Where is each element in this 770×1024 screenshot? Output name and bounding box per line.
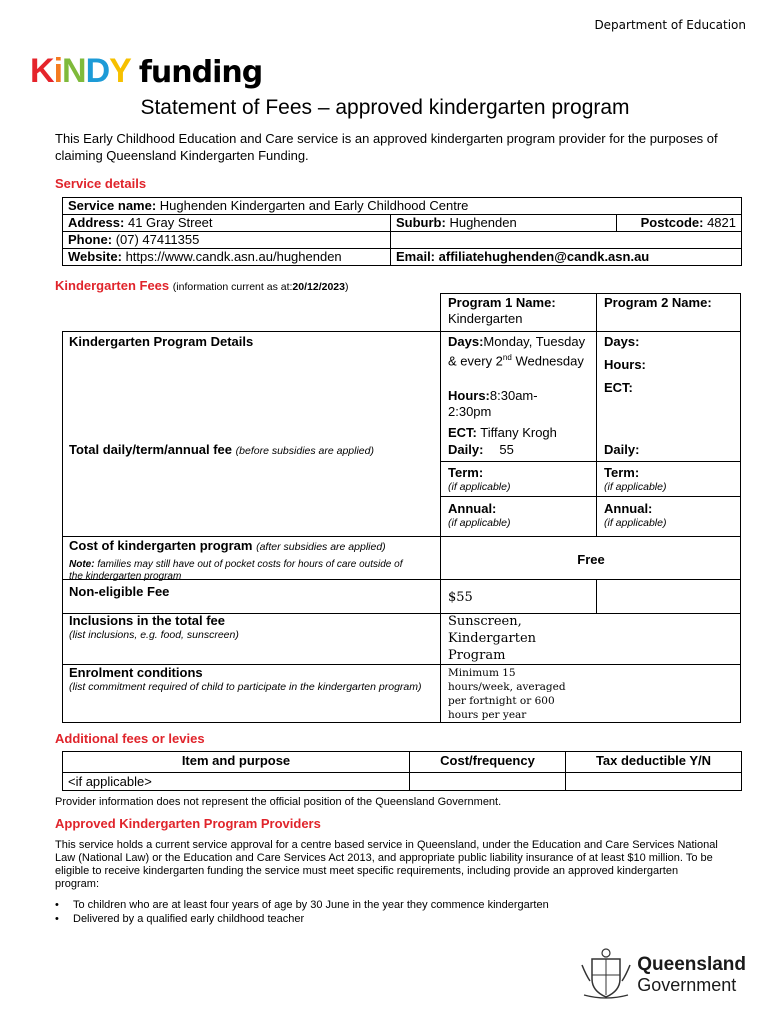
- provider-disclaimer: Provider information does not represent the official position of the Queensland Government.: [55, 796, 502, 808]
- additional-row-tax: [566, 773, 742, 791]
- p1-term-label: Term:: [448, 465, 484, 480]
- logo-letter: D: [85, 52, 110, 90]
- inclusions-label: Inclusions in the total fee: [69, 613, 226, 628]
- total-fee-label: Total daily/term/annual fee (before subsidies are applied): [69, 442, 374, 457]
- empty-cell: [391, 232, 742, 249]
- approved-providers-heading: Approved Kindergarten Program Providers: [55, 816, 321, 831]
- p1-annual-label: Annual:: [448, 501, 497, 516]
- additional-row-cost: [410, 773, 566, 791]
- enrolment-value: Minimum 15 hours/week, averaged per fortnight or 600 hours per year: [448, 667, 566, 721]
- p2-ect-label: ECT:: [604, 380, 633, 395]
- cost-value: Free: [577, 552, 605, 567]
- department-label: Department of Education: [594, 18, 746, 32]
- cost-label: Cost of kindergarten program (after subsidies are applied): [69, 538, 386, 553]
- additional-fees-table: [62, 751, 742, 791]
- p1-daily: Daily: 55: [448, 442, 514, 457]
- p2-annual-note: (if applicable): [604, 517, 667, 529]
- page-title: Statement of Fees – approved kindergarten program: [140, 96, 630, 119]
- queensland-crest-icon: [578, 945, 634, 1001]
- logo-letter: N: [62, 52, 86, 90]
- queensland-government-wordmark: [637, 955, 746, 995]
- program2-label: Program 2 Name:: [604, 295, 712, 310]
- kindy-funding-logo: [30, 54, 262, 88]
- logo-letter: K: [30, 52, 54, 90]
- program1-label: Program 1 Name:: [448, 295, 556, 310]
- p2-days-label: Days:: [604, 334, 640, 349]
- phone-cell: Phone: (07) 47411355: [63, 232, 391, 249]
- additional-fees-heading: Additional fees or levies: [55, 731, 205, 746]
- intro-text: This Early Childhood Education and Care service is an approved kindergarten program provider for the purposes of claiming Queensland Kindergarten Funding.: [55, 131, 718, 163]
- postcode-cell: Postcode: 4821: [617, 215, 742, 232]
- p1-annual-note: (if applicable): [448, 517, 511, 529]
- p1-hours: Hours:8:30am-2:30pm: [448, 388, 538, 419]
- logo-word: funding: [138, 55, 263, 90]
- p2-term-note: (if applicable): [604, 481, 667, 493]
- suburb-cell: Suburb: Hughenden: [391, 215, 617, 232]
- col-cost: Cost/frequency: [410, 752, 566, 773]
- enrolment-label: Enrolment conditions: [69, 665, 203, 680]
- logo-letter: Y: [109, 52, 131, 90]
- p1-ect: ECT: Tiffany Krogh: [448, 425, 557, 440]
- p2-annual-label: Annual:: [604, 501, 653, 516]
- inclusions-value: Sunscreen, Kindergarten Program: [448, 614, 537, 663]
- service-name-cell: Service name: Hughenden Kindergarten and Early Childhood Centre: [63, 198, 742, 215]
- kindergarten-fees-table: [62, 293, 742, 722]
- additional-row-item: <if applicable>: [63, 773, 410, 791]
- wordmark-line2: Government: [637, 975, 737, 995]
- service-details-table: [62, 197, 742, 266]
- col-tax: Tax deductible Y/N: [566, 752, 742, 773]
- wordmark-line1: Queensland: [637, 954, 746, 975]
- p2-hours-label: Hours:: [604, 357, 646, 372]
- p2-term-label: Term:: [604, 465, 640, 480]
- list-item: • Delivered by a qualified early childhood teacher: [55, 912, 549, 926]
- kindergarten-fees-heading: Kindergarten Fees (information current as at:20/12/2023): [55, 278, 349, 293]
- service-details-heading: Service details: [55, 176, 147, 191]
- website-cell: Website: https://www.candk.asn.au/hughenden: [63, 249, 391, 266]
- approved-providers-body: This service holds a current service approval for a centre based service in Queensland, under the Education and Care Services National Law (National Law) or the Education and Care Services Act 2013, and appropriate public liability insurance of at least $10 million. To be eligible to receive kindergarten funding the service must meet specific requirements, including provide an approved kindergarten program:: [55, 839, 718, 890]
- p1-days: Days:Monday, Tuesday & every 2nd Wednesday: [448, 334, 586, 369]
- email-cell: Email: affiliatehughenden@candk.asn.au: [391, 249, 742, 266]
- cost-note: Note: families may still have out of pocket costs for hours of care outside of the kindergarten program: [69, 559, 403, 582]
- inclusions-note: (list inclusions, e.g. food, sunscreen): [69, 629, 239, 641]
- noneligible-label: Non-eligible Fee: [69, 584, 170, 599]
- list-item: • To children who are at least four years of age by 30 June in the year they commence kindergarten: [55, 898, 549, 912]
- address-cell: Address: 41 Gray Street: [63, 215, 391, 232]
- noneligible-value: $55: [448, 590, 473, 605]
- requirements-list: [55, 898, 549, 926]
- p1-term-note: (if applicable): [448, 481, 511, 493]
- p2-daily-label: Daily:: [604, 442, 640, 457]
- col-item: Item and purpose: [63, 752, 410, 773]
- program1-value: Kindergarten: [448, 311, 523, 326]
- program-details-label: Kindergarten Program Details: [69, 334, 254, 349]
- enrolment-note: (list commitment required of child to participate in the kindergarten program): [69, 681, 422, 693]
- logo-letter: i: [53, 52, 63, 90]
